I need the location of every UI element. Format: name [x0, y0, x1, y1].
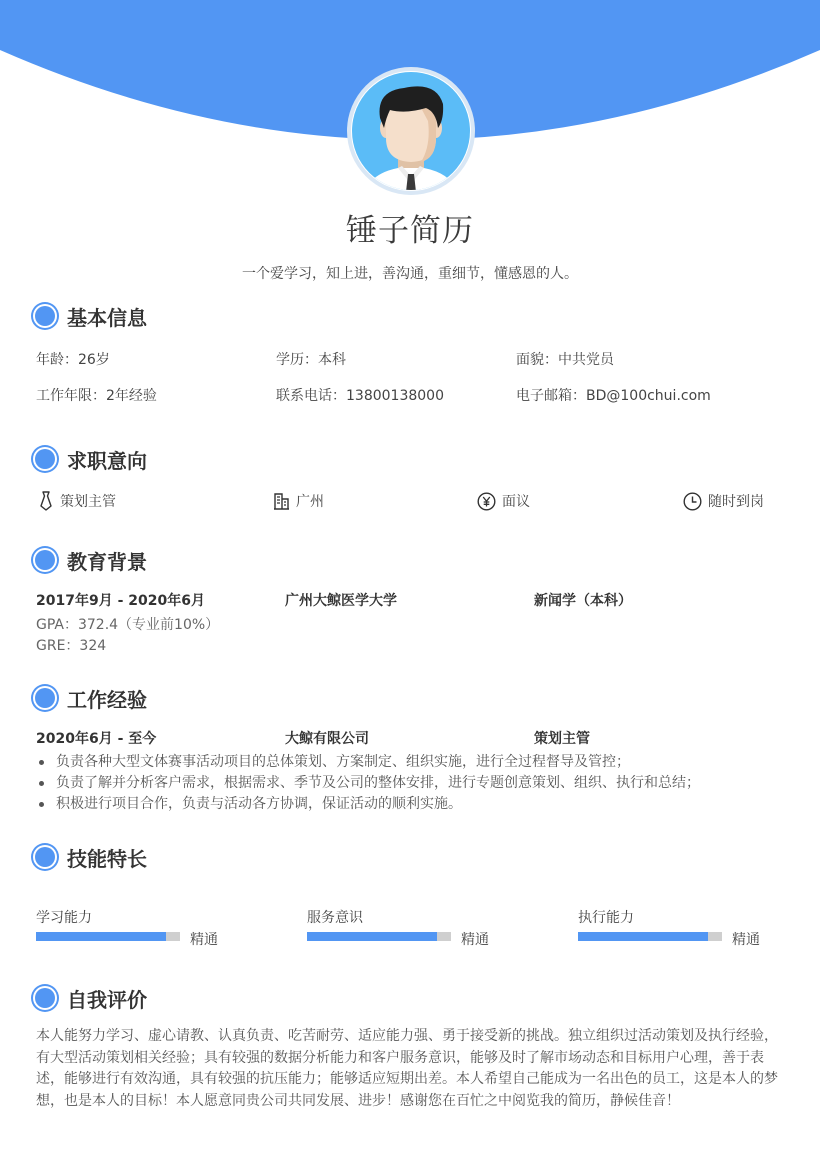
work-years: 工作年限：2年经验	[36, 388, 157, 404]
skill-name: 服务意识	[307, 910, 363, 926]
section-title: 教育背景	[67, 549, 147, 574]
education-school: 广州大鲸医学大学	[285, 593, 397, 609]
list-item: 积极进行项目合作，负责与活动各方协调，保证活动的顺利实施。	[36, 794, 796, 815]
tie-icon	[38, 491, 54, 511]
skill-level: 精通	[461, 932, 489, 948]
skill-level: 精通	[190, 932, 218, 948]
skill-bar	[36, 932, 180, 941]
list-item: 负责各种大型文体赛事活动项目的总体策划、方案制定、组织实施，进行全过程督导及管控；	[36, 752, 796, 773]
section-job-intent	[33, 444, 147, 474]
yen-icon	[477, 492, 496, 511]
section-bullet-icon	[35, 988, 55, 1008]
intent-position-label: 策划主管	[60, 494, 116, 510]
clock-icon	[683, 492, 702, 511]
motto: 一个爱学习，知上进，善沟通，重细节，懂感恩的人。	[242, 266, 578, 282]
work-company: 大鲸有限公司	[285, 731, 369, 747]
section-bullet-icon	[35, 449, 55, 469]
political-status: 面貌：中共党员	[516, 352, 614, 368]
list-item: 负责了解并分析客户需求，根据需求、季节及公司的整体安排，进行专题创意策划、组织、执行和总结；	[36, 773, 796, 794]
section-skills	[33, 842, 147, 872]
work-period: 2020年6月 - 至今	[36, 731, 157, 747]
skill-bar	[578, 932, 722, 941]
work-role: 策划主管	[534, 731, 590, 747]
section-self-evaluation	[33, 983, 147, 1013]
skill-bar-fill	[307, 932, 437, 941]
section-title: 技能特长	[67, 846, 147, 871]
section-bullet-icon	[35, 550, 55, 570]
intent-salary-label: 面议	[502, 494, 530, 510]
education-gre: GRE：324	[36, 638, 107, 654]
intent-salary	[477, 491, 530, 511]
education-level: 学历：本科	[276, 352, 346, 368]
self-evaluation-text: 本人能努力学习、虚心请教、认真负责、吃苦耐劳、适应能力强、勇于接受新的挑战。独立组织过活动策划及执行经验，有大型活动策划相关经验；具有较强的数据分析能力和客户服务意识，能够及时了解市场动态和目标用户心理，善于表述，能够进行有效沟通，具有较强的抗压能力；能够适应短期出差。本人希望自己能成为一名出色的员工，这是本人的梦想，也是本人的目标！本人愿意同贵公司共同发展、进步！感谢您在百忙之中阅览我的简历，静候佳音！	[36, 1028, 778, 1109]
section-bullet-icon	[35, 688, 55, 708]
intent-availability-label: 随时到岗	[708, 494, 764, 510]
section-bullet-icon	[35, 306, 55, 326]
building-icon	[273, 492, 290, 510]
phone: 联系电话：13800138000	[276, 388, 444, 404]
skill-name: 执行能力	[578, 910, 634, 926]
section-title: 求职意向	[67, 448, 147, 473]
section-work	[33, 683, 147, 713]
intent-position	[38, 491, 116, 511]
email: 电子邮箱：BD@100chui.com	[516, 388, 711, 404]
page-title: 锤子简历	[346, 213, 474, 249]
section-title: 工作经验	[67, 687, 147, 712]
section-basic-info	[33, 301, 147, 331]
section-title: 基本信息	[67, 305, 147, 330]
section-title: 自我评价	[67, 987, 147, 1012]
section-bullet-icon	[35, 847, 55, 867]
skill-bar	[307, 932, 451, 941]
intent-city	[273, 491, 324, 511]
section-education	[33, 545, 147, 575]
skill-level: 精通	[732, 932, 760, 948]
education-major: 新闻学（本科）	[534, 593, 632, 609]
skill-bar-fill	[36, 932, 166, 941]
avatar	[346, 66, 476, 196]
education-gpa: GPA：372.4（专业前10%）	[36, 617, 220, 633]
intent-availability	[683, 491, 764, 511]
age: 年龄：26岁	[36, 352, 110, 368]
skill-bar-fill	[578, 932, 708, 941]
work-duties-list	[36, 752, 796, 815]
education-period: 2017年9月 - 2020年6月	[36, 593, 205, 609]
intent-city-label: 广州	[296, 494, 324, 510]
skill-name: 学习能力	[36, 910, 92, 926]
